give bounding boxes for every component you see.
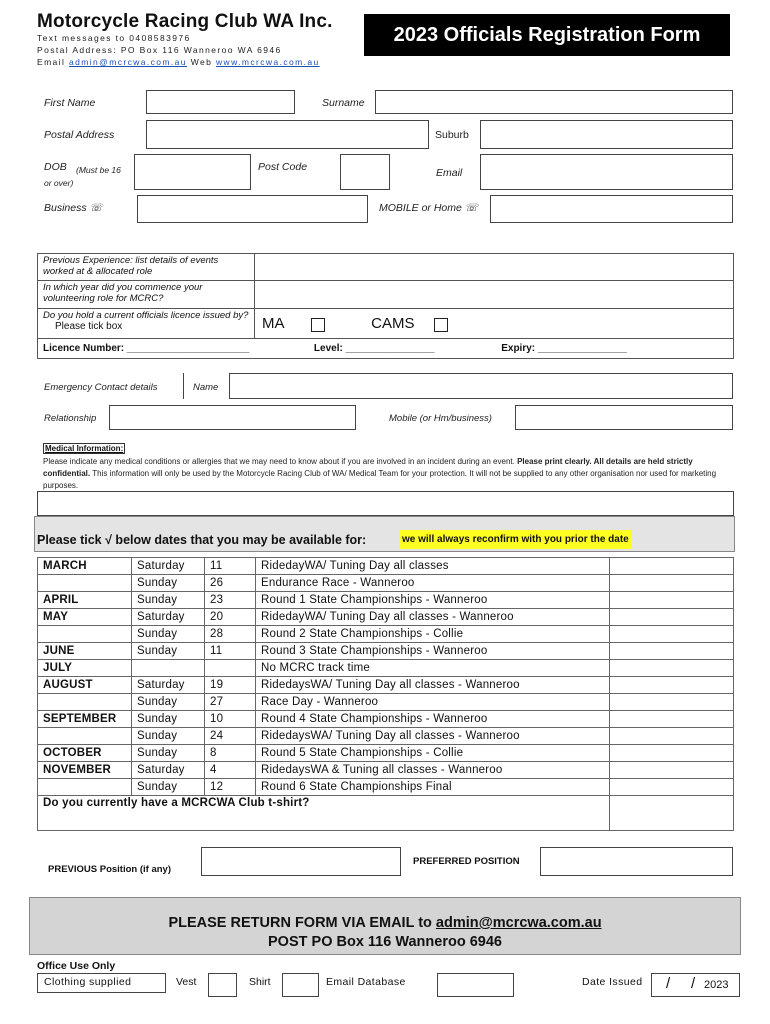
availability-tick-cell[interactable] [610,643,734,660]
event-cell: RidedayWA/ Tuning Day all classes - Wanneroo [256,609,610,626]
dates-table [37,557,734,831]
date-row [38,694,734,711]
experience-table [37,253,734,359]
day-cell: Sunday [132,575,205,592]
event-cell: Round 1 State Championships - Wanneroo [256,592,610,609]
email-field-label: Email [436,167,463,179]
month-cell: MAY [38,609,132,626]
medical-heading: Medical Information: [45,444,124,453]
availability-tick-cell[interactable] [610,575,734,592]
availability-tick-cell[interactable] [610,558,734,575]
emergency-name-label: Name [193,382,219,393]
suburb-input[interactable] [480,120,733,149]
date-row [38,592,734,609]
month-cell [38,626,132,643]
email-label: Email [37,57,66,67]
month-cell: OCTOBER [38,745,132,762]
event-cell: RidedaysWA/ Tuning Day all classes - Wanneroo [256,728,610,745]
date-cell: 27 [205,694,256,711]
tshirt-question: Do you currently have a MCRCWA Club t-shirt? [38,796,610,831]
contact-line [37,57,320,67]
date-row [38,575,734,592]
availability-tick-cell[interactable] [610,694,734,711]
medical-text [43,456,723,492]
form-title: 2023 Officials Registration Form [364,14,730,56]
date-row [38,762,734,779]
day-cell: Saturday [132,677,205,694]
event-cell: Endurance Race - Wanneroo [256,575,610,592]
return-prefix: PLEASE RETURN FORM VIA EMAIL to [168,915,432,931]
event-cell: Race Day - Wanneroo [256,694,610,711]
licence-details-row [38,339,734,359]
date-cell: 28 [205,626,256,643]
vest-label: Vest [176,976,197,988]
emergency-mobile-input[interactable] [515,405,733,430]
date-cell: 11 [205,558,256,575]
commence-year-label: In which year did you commence your volunteering role for MCRC? [38,281,255,309]
date-row [38,558,734,575]
availability-tick-cell[interactable] [610,779,734,796]
date-cell: 24 [205,728,256,745]
date-row [38,677,734,694]
text-message-number: Text messages to 0408583976 [37,33,191,43]
date-row [38,609,734,626]
return-instructions [29,897,741,955]
event-cell: RidedaysWA & Tuning all classes - Wanneroo [256,762,610,779]
return-line-2: POST PO Box 116 Wanneroo 6946 [268,934,502,950]
date-cell: 23 [205,592,256,609]
availability-tick-cell[interactable] [610,728,734,745]
month-cell [38,694,132,711]
day-cell: Saturday [132,609,205,626]
previous-position-input[interactable] [201,847,401,876]
date-row [38,779,734,796]
day-cell: Sunday [132,592,205,609]
month-cell: JULY [38,660,132,677]
date-cell: 26 [205,575,256,592]
previous-position-label: PREVIOUS Position (if any) [48,864,171,875]
dob-input[interactable] [134,154,251,190]
email-link[interactable]: admin@mcrcwa.com.au [69,57,187,67]
availability-tick-cell[interactable] [610,677,734,694]
day-cell: Sunday [132,643,205,660]
business-phone-label: Business ☏ [44,202,103,214]
availability-heading: Please tick √ below dates that you may be available for: [37,533,367,547]
licence-options [255,309,734,339]
date-issued-label: Date Issued [582,976,643,988]
postal-address-input[interactable] [146,120,429,149]
medical-text-confidential: Please print clearly. All details are held strictly confidential. [43,457,693,478]
month-cell: APRIL [38,592,132,609]
office-use-heading: Office Use Only [37,960,116,972]
licence-question [38,309,255,339]
dob-note: (Must be 16 or over) [44,165,121,188]
date-row [38,728,734,745]
surname-input[interactable] [375,90,733,114]
day-cell: Sunday [132,694,205,711]
day-cell [132,660,205,677]
postal-address-label: Postal Address [44,129,115,141]
web-label: Web [190,57,213,67]
event-cell: No MCRC track time [256,660,610,677]
medical-text-usage: This information will only be used by the Motorcycle Racing Club of WA/ Medical Team for your protection. It will not be supplied to any other organisation nor used for marketing purposes. [43,469,717,490]
date-cell: 12 [205,779,256,796]
please-tick-label: Please tick box [55,321,123,332]
email-database-checkbox[interactable] [437,973,514,997]
date-row [38,643,734,660]
commence-year-input[interactable] [255,281,734,309]
surname-label: Surname [322,97,365,109]
emergency-mobile-label: Mobile (or Hm/business) [389,413,492,424]
month-cell: JUNE [38,643,132,660]
post-code-label: Post Code [258,161,308,173]
month-cell: NOVEMBER [38,762,132,779]
day-cell: Sunday [132,728,205,745]
ma-checkbox[interactable] [311,318,325,332]
dob-text: DOB [44,161,67,173]
date-year: 2023 [704,979,729,991]
date-slash-1: / [666,975,671,992]
mobile-home-input[interactable] [490,195,733,223]
post-code-input[interactable] [340,154,390,190]
web-link[interactable]: www.mcrcwa.com.au [216,57,320,67]
reconfirm-note: we will always reconfirm with you prior the date [400,530,631,549]
day-cell: Saturday [132,558,205,575]
prev-experience-label: Previous Experience: list details of events worked at & allocated role [38,254,255,281]
date-cell: 11 [205,643,256,660]
date-cell: 4 [205,762,256,779]
date-row [38,660,734,677]
availability-tick-cell[interactable] [610,609,734,626]
month-cell [38,728,132,745]
day-cell: Sunday [132,779,205,796]
prev-experience-input[interactable] [255,254,734,281]
email-database-label: Email Database [326,976,406,988]
vest-checkbox[interactable] [208,973,237,997]
return-email-link[interactable]: admin@mcrcwa.com.au [435,915,602,931]
event-cell: Round 6 State Championships Final [256,779,610,796]
email-input[interactable] [480,154,733,190]
day-cell: Sunday [132,626,205,643]
date-cell: 8 [205,745,256,762]
emergency-contact-label: Emergency Contact details [44,382,158,393]
day-cell: Sunday [132,745,205,762]
medical-text-intro: Please indicate any medical conditions or allergies that we may need to know about if you are involved in an incident during an event. [43,457,515,466]
availability-tick-cell[interactable] [610,660,734,677]
licence-question-text: Do you hold a current officials licence issued by? [43,310,249,321]
relationship-input[interactable] [109,405,356,430]
level-field[interactable]: Level: ________________ [313,343,435,354]
mobile-home-label: MOBILE or Home ☏ [379,202,478,214]
organisation-name: Motorcycle Racing Club WA Inc. [37,11,333,32]
event-cell: RidedayWA/ Tuning Day all classes [256,558,610,575]
return-line-1 [30,915,740,931]
availability-tick-cell[interactable] [610,626,734,643]
preferred-position-label: PREFERRED POSITION [413,856,520,867]
date-cell [205,660,256,677]
month-cell [38,575,132,592]
clothing-supplied-label: Clothing supplied [37,973,166,993]
month-cell: MARCH [38,558,132,575]
cams-checkbox[interactable] [434,318,448,332]
date-row [38,745,734,762]
day-cell: Saturday [132,762,205,779]
emergency-name-input[interactable] [229,373,733,399]
shirt-label: Shirt [249,976,271,988]
availability-tick-cell[interactable] [610,762,734,779]
suburb-label: Suburb [435,129,469,141]
first-name-label: First Name [44,97,96,109]
divider [183,373,184,399]
date-cell: 10 [205,711,256,728]
availability-tick-cell[interactable] [610,592,734,609]
medical-input[interactable] [37,491,734,516]
event-cell: Round 3 State Championships - Wanneroo [256,643,610,660]
availability-tick-cell[interactable] [610,745,734,762]
event-cell: RidedaysWA/ Tuning Day all classes - Wanneroo [256,677,610,694]
first-name-input[interactable] [146,90,295,114]
shirt-checkbox[interactable] [282,973,319,997]
licence-number-field[interactable]: Licence Number: ______________________ [43,343,250,354]
event-cell: Round 5 State Championships - Collie [256,745,610,762]
relationship-label: Relationship [44,413,97,424]
availability-tick-cell[interactable] [610,711,734,728]
business-phone-input[interactable] [137,195,368,223]
day-cell: Sunday [132,711,205,728]
ma-label: MA [262,314,285,332]
date-row [38,711,734,728]
expiry-field[interactable]: Expiry: ________________ [501,343,627,354]
date-cell: 20 [205,609,256,626]
month-cell: AUGUST [38,677,132,694]
date-slash-2: / [691,975,696,992]
date-cell: 19 [205,677,256,694]
month-cell [38,779,132,796]
event-cell: Round 4 State Championships - Wanneroo [256,711,610,728]
month-cell: SEPTEMBER [38,711,132,728]
date-issued-input[interactable] [651,973,740,997]
date-row [38,626,734,643]
postal-address: Postal Address: PO Box 116 Wanneroo WA 6946 [37,45,282,55]
event-cell: Round 2 State Championships - Collie [256,626,610,643]
tshirt-answer[interactable] [610,796,734,831]
cams-label: CAMS [371,314,415,332]
preferred-position-input[interactable] [540,847,733,876]
availability-header [34,516,735,552]
